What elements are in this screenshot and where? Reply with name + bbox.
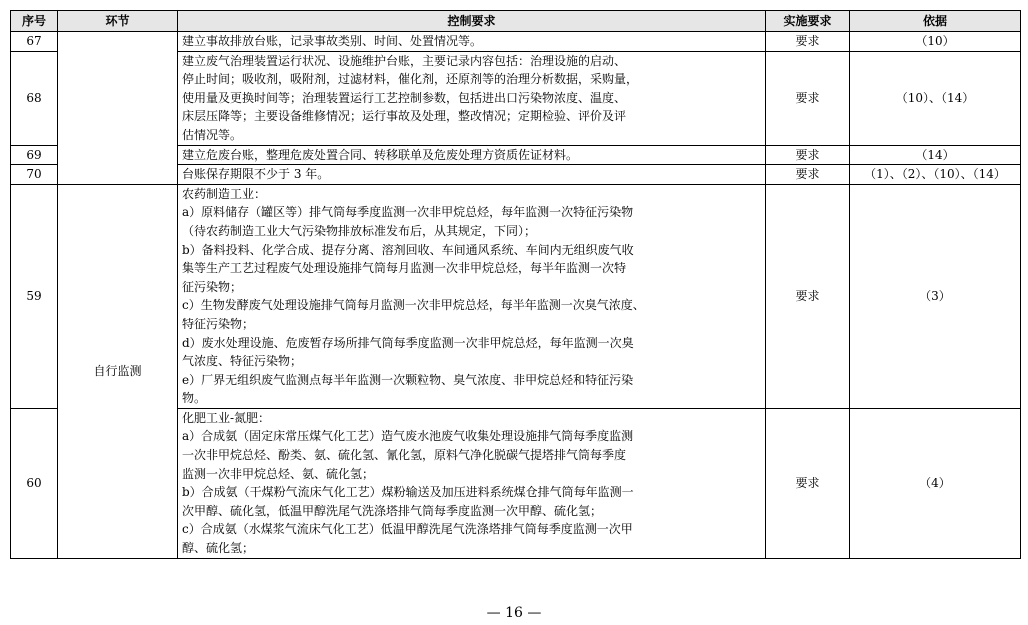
row-implementation: 要求	[766, 408, 850, 558]
row-basis: （3）	[850, 184, 1021, 408]
table-row	[11, 184, 1021, 408]
row-implementation: 要求	[766, 184, 850, 408]
row-basis: （10）、（14）	[850, 51, 1021, 145]
row-implementation: 要求	[766, 145, 850, 165]
row-requirement: 建立危废台账，整理危废处置合同、转移联单及危废处理方资质佐证材料。	[178, 145, 766, 165]
row-no: 68	[11, 51, 58, 145]
page-number: — 16 —	[486, 605, 542, 621]
row-basis: （14）	[850, 145, 1021, 165]
stage-cell-self-monitoring: 自行监测	[58, 184, 178, 558]
header-no: 序号	[11, 11, 58, 32]
header-requirement: 控制要求	[178, 11, 766, 32]
row-basis: （1）、（2）、（10）、（14）	[850, 165, 1021, 185]
stage-cell-empty	[58, 32, 178, 185]
row-implementation: 要求	[766, 32, 850, 52]
row-no: 59	[11, 184, 58, 408]
regulation-table	[10, 10, 1021, 559]
row-basis: （4）	[850, 408, 1021, 558]
row-requirement: 建立事故排放台账，记录事故类别、时间、处置情况等。	[178, 32, 766, 52]
row-no: 67	[11, 32, 58, 52]
row-no: 69	[11, 145, 58, 165]
header-stage: 环节	[58, 11, 178, 32]
row-implementation: 要求	[766, 165, 850, 185]
row-requirement: 农药制造工业： a）原料储存（罐区等）排气筒每季度监测一次非甲烷总烃，每年监测一次特征污染物 （待农药制造工业大气污染物排放标准发布后，从其规定，下同）； b）备料投料、化学合成、提存分离、溶剂回收、车间通风系统、车间内无组织废气收 集等生产工艺过程废气处理设施排气筒每月监测一次非甲烷总烃，每半年监测一次特 征污染物； c）生物发酵废气处理设施排气筒每月监测一次非甲烷总烃，每半年监测一次臭气浓度、 特征污染物； d）废水处理设施、危废暂存场所排气筒每季度监测一次非甲烷总烃，每年监测一次臭 气浓度、特征污染物； e）厂界无组织废气监测点每半年监测一次颗粒物、臭气浓度、非甲烷总烃和特征污染 物。	[178, 184, 766, 408]
header-basis: 依据	[850, 11, 1021, 32]
table-row	[11, 32, 1021, 52]
table-header-row	[11, 11, 1021, 32]
row-implementation: 要求	[766, 51, 850, 145]
row-requirement: 建立废气治理装置运行状况、设施维护台账，主要记录内容包括：治理设施的启动、 停止时间；吸收剂，吸附剂，过滤材料，催化剂，还原剂等的治理分析数据，采购量， 使用量及更换时间等；治理装置运行工艺控制参数，包括进出口污染物浓度、温度、 床层压降等；主要设备维修情况；运行事故及处理，整改情况；定期检验、评价及评 估情况等。	[178, 51, 766, 145]
row-basis: （10）	[850, 32, 1021, 52]
row-no: 70	[11, 165, 58, 185]
row-no: 60	[11, 408, 58, 558]
row-requirement: 台账保存期限不少于 3 年。	[178, 165, 766, 185]
header-implementation: 实施要求	[766, 11, 850, 32]
row-requirement: 化肥工业-氮肥： a）合成氨（固定床常压煤气化工艺）造气废水池废气收集处理设施排气筒每季度监测 一次非甲烷总烃、酚类、氨、硫化氢、氰化氢，原料气净化脱碳气提塔排气筒每季度 监测一次非甲烷总烃、氨、硫化氢； b）合成氨（干煤粉气流床气化工艺）煤粉输送及加压进料系统煤仓排气筒每年监测一 次甲醇、硫化氢，低温甲醇洗尾气洗涤塔排气筒每季度监测一次甲醇、硫化氢； c）合成氨（水煤浆气流床气化工艺）低温甲醇洗尾气洗涤塔排气筒每季度监测一次甲 醇、硫化氢；	[178, 408, 766, 558]
